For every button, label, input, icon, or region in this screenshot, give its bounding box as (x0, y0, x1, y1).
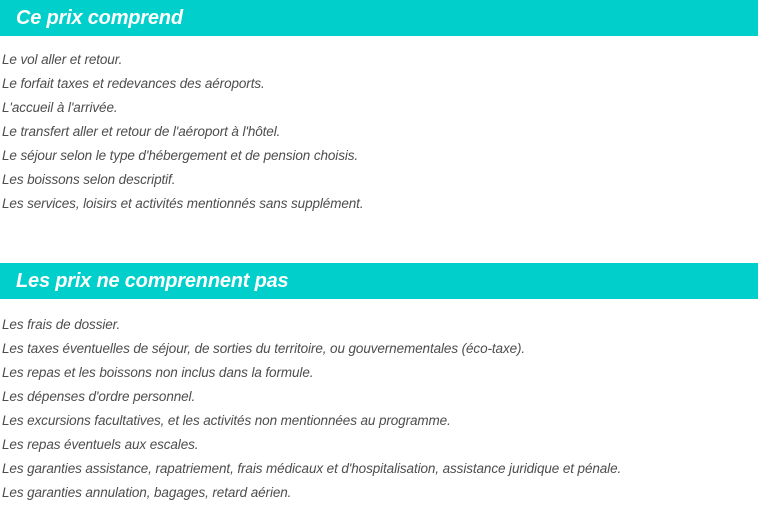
section-spacer (0, 216, 758, 263)
list-item: Les garanties assistance, rapatriement, frais médicaux et d'hospitalisation, assistance juridique et pénale. (2, 461, 622, 476)
list-item: Les boissons selon descriptif. (2, 172, 176, 187)
list-item: Le vol aller et retour. (2, 52, 123, 67)
section-header-excluded (0, 263, 758, 299)
list-item: Le forfait taxes et redevances des aéroports. (2, 76, 265, 91)
section-ce-prix-comprend (0, 0, 758, 216)
list-item: Les repas éventuels aux escales. (2, 437, 199, 452)
list-item: L'accueil à l'arrivée. (2, 100, 118, 115)
list-item: Les taxes éventuelles de séjour, de sorties du territoire, ou gouvernementales (éco-taxe). (2, 341, 526, 356)
list-item: Les services, loisirs et activités mentionnés sans supplément. (2, 196, 364, 211)
list-item: Les garanties annulation, bagages, retard aérien. (2, 485, 292, 500)
list-item: Les frais de dossier. (2, 317, 121, 332)
list-item: Les excursions facultatives, et les activités non mentionnées au programme. (2, 413, 451, 428)
section-header-included (0, 0, 758, 36)
section-title-included: Ce prix comprend (16, 7, 183, 29)
list-item: Les repas et les boissons non inclus dans la formule. (2, 365, 314, 380)
section-les-prix-ne-comprennent-pas (0, 263, 758, 505)
section-body-included (0, 36, 758, 216)
list-item: Le séjour selon le type d'hébergement et de pension choisis. (2, 148, 359, 163)
section-title-excluded: Les prix ne comprennent pas (16, 270, 289, 292)
list-item: Les dépenses d'ordre personnel. (2, 389, 196, 404)
section-body-excluded (0, 299, 758, 505)
list-item: Le transfert aller et retour de l'aéroport à l'hôtel. (2, 124, 281, 139)
